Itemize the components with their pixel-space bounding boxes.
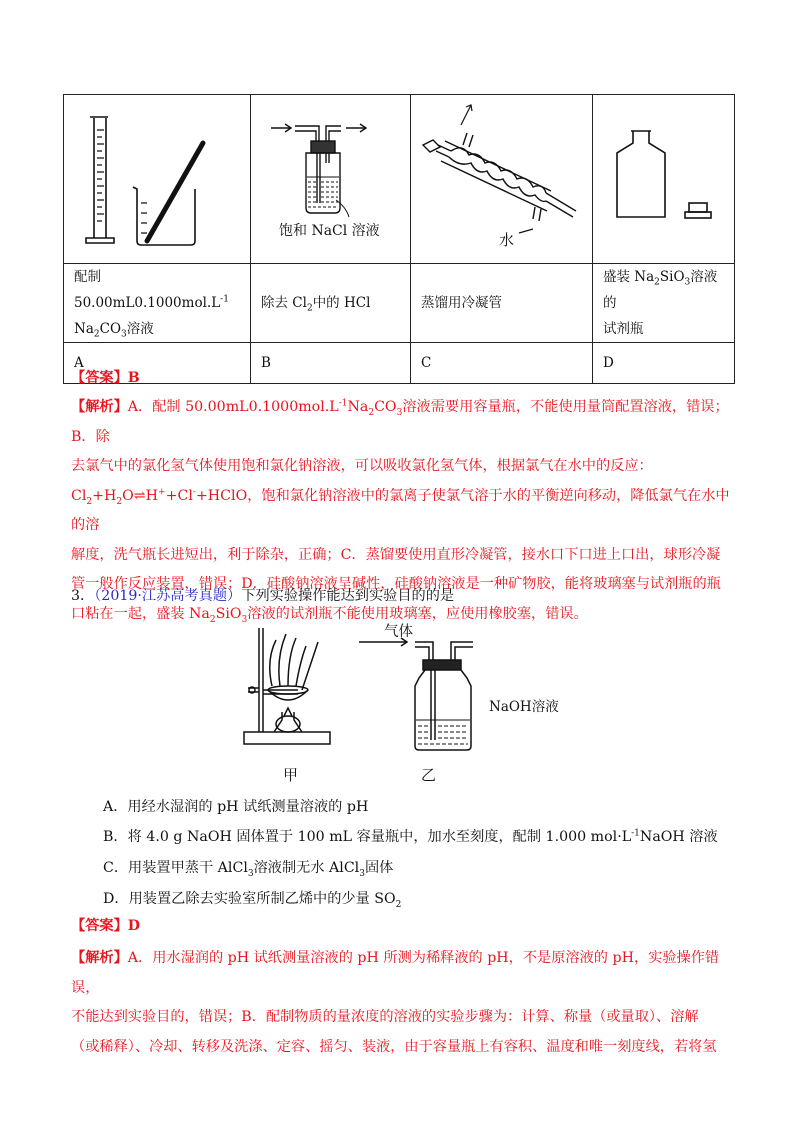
apparatus-yi-label: 乙 [421,766,437,784]
water-inlet-label: 水 [499,231,515,249]
caption-a-co: CO [99,321,122,337]
analysis-text: 溶液的试剂瓶不能使用玻璃塞，应使用橡胶塞，错误。 [247,605,588,622]
caption-b-sub: 2 [306,303,313,314]
option-b [103,826,718,846]
question-source: （2019·江苏高考真题） [94,588,242,604]
answer-tag: 【答案】 [71,370,128,386]
caption-d-sub1: 2 [654,277,660,288]
analysis-text: +HClO，饱和氯化钠溶液中的氯离子使氯气溶于水的平衡逆向移动，降低氯气在水中的溶 [71,487,730,533]
analysis-sub: 3 [396,407,403,418]
analysis-text: +Cl [165,487,193,504]
figure-cell-a [64,95,251,264]
option-c-tail: 固体 [364,860,394,876]
analysis-text: 口粘在一起，盛装 Na [71,605,210,622]
analysis-tag: 【解析】 [71,399,128,415]
caption-a-text: 配制 50.00mL0.1000mol.L [74,269,221,311]
analysis-line: 解度，洗气瓶长进短出，利于除杂，正确；C．蒸馏要使用直形冷凝管，接水口下口进上口出，球形冷凝 [71,546,721,563]
analysis-sub: 2 [368,407,375,418]
analysis-text: 溶液需要用容量瓶，不能使用量筒配置溶液，错误；B．除 [71,399,729,445]
caption-d-text: 盛装 Na [603,269,655,285]
caption-d-tail: 溶液的 [603,269,718,311]
analysis-line [71,944,735,1003]
option-b-text: B．将 4.0 g NaOH 固体置于 100 mL 容量瓶中，加水至刻度，配制 1.000 mol·L [103,829,632,845]
reagent-bottle-figure [593,95,735,263]
analysis-text: Cl [71,487,87,504]
option-d-sub: 2 [395,899,402,910]
gas-wash-bottle-yi-figure [355,618,485,758]
option-d [103,888,401,908]
option-b-tail: NaOH 溶液 [639,829,718,845]
graduated-cylinder [86,117,114,243]
caption-a-tail: 溶液 [126,321,154,337]
option-c-sub: 3 [359,868,365,879]
letter-d: D [593,343,735,384]
analysis-sub: 2 [86,496,93,507]
caption-a-sub1: 2 [93,329,100,340]
analysis-text: Na [347,399,369,415]
option-a: A．用经水湿润的 pH 试纸测量溶液的 pH [103,799,369,815]
figure-cell-d [593,95,735,264]
caption-d-sio: SiO [659,269,685,285]
analysis-tag: 【解析】 [71,950,128,966]
option-c-sub: 3 [247,868,254,879]
evaporation-apparatus-figure [236,620,336,760]
caption-a [64,264,251,343]
graduated-cylinder-beaker-figure [64,95,251,263]
caption-b-tail: 中的 HCl [312,295,371,311]
caption-d-sub2: 3 [684,277,691,288]
liquid-level [307,177,339,207]
analysis-sub: 2 [209,614,216,625]
analysis-text: O⇌H [122,487,159,504]
caption-d-line2: 试剂瓶 [603,321,644,337]
analysis-sub: 3 [241,614,248,625]
analysis-sup: + [158,486,166,497]
option-c-text: C．用装置甲蒸干 AlCl [103,860,248,876]
analysis-sup: -1 [338,398,348,409]
analysis-sub: 2 [116,496,123,507]
analysis-line [71,393,735,452]
q3-analysis [71,944,735,1062]
analysis-text: A．配制 50.00mL0.1000mol.L [127,399,339,415]
analysis-line: 管一般作反应装置，错误；D．硅酸钠溶液呈碱性，硅酸钠溶液是一种矿物胶，能将玻璃塞与试剂瓶的瓶 [71,576,721,592]
q2-answer [71,364,735,394]
analysis-line [71,482,735,541]
letter-a: A [64,343,251,384]
naoh-solution-label: NaOH溶液 [489,699,559,715]
figure-cell-b [251,95,411,264]
letter-c: C [411,343,593,384]
gas-label: 气体 [384,624,413,640]
option-c-text: 溶液制无水 AlCl [253,860,360,876]
option-b-sup: -1 [631,828,640,839]
caption-a-na: Na [74,321,94,337]
options-table [63,94,735,384]
apparatus-jia-label: 甲 [283,766,299,784]
caption-a-sup: -1 [220,294,229,305]
saturated-nacl-label: 饱和 NaCl 溶液 [279,223,380,239]
caption-c-text: 蒸馏用冷凝管 [421,295,502,311]
option-c [103,857,393,877]
analysis-line: （或稀释）、冷却、转移及洗涤、定容、摇匀、装液，由于容量瓶上有容积、温度和唯一刻度线，若将氢 [71,1038,717,1055]
q3-stem [71,582,735,612]
caption-c [411,264,593,343]
analysis-text: SiO [215,605,242,622]
letter-b: B [251,343,411,384]
answer-value: D [127,918,141,934]
figure-cell-c [411,95,593,264]
analysis-text: A．用水湿润的 pH 试纸测量溶液的 pH 所测为稀释液的 pH，不是原溶液的 pH，实验操作错误， [71,950,720,996]
answer-tag: 【答案】 [71,918,128,934]
analysis-line: 去氯气中的氯化氢气体使用饱和氯化钠溶液，可以吸收氯化氢气体，根据氯气在水中的反应： [71,458,653,474]
answer-value: B [127,370,140,386]
analysis-text: +H [92,487,117,504]
q3-answer [71,912,735,942]
bottle-stopper [685,203,711,218]
caption-b [251,264,411,343]
caption-a-sub2: 3 [121,329,127,340]
option-d-text: D．用装置乙除去实验室所制乙烯中的少量 SO [103,891,396,907]
analysis-text: CO [374,399,397,415]
question-number: 3． [71,588,95,604]
caption-d [593,264,735,343]
analysis-line: 不能达到实验目的，错误；B．配制物质的量浓度的溶液的实验步骤为：计算、称量（或量取）、溶解 [71,1009,699,1025]
caption-b-text: 除去 Cl [261,295,307,311]
analysis-sup: - [192,486,196,497]
question-stem: 下列实验操作能达到实验目的的是 [241,588,455,604]
